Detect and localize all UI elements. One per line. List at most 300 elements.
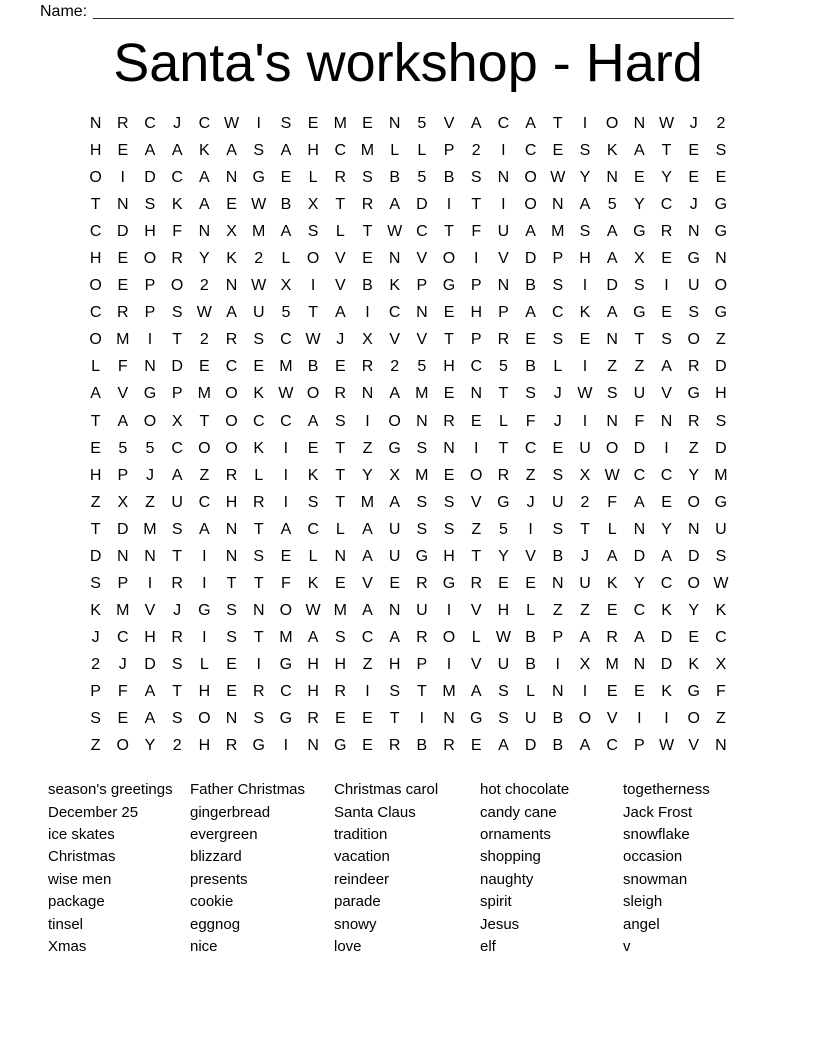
word-list-item: shopping	[480, 848, 541, 866]
grid-cell: E	[498, 574, 509, 592]
grid-cell: S	[144, 196, 156, 214]
grid-cell: C	[660, 196, 673, 214]
grid-cell: C	[171, 169, 183, 187]
grid-cell: A	[307, 412, 319, 430]
grid-cell: G	[442, 277, 456, 295]
grid-cell: A	[144, 142, 156, 160]
grid-cell: D	[633, 547, 646, 565]
grid-cell: Z	[634, 358, 645, 376]
grid-cell: D	[633, 439, 646, 457]
grid-cell: B	[307, 358, 319, 376]
grid-cell: R	[443, 737, 455, 755]
grid-cell: N	[443, 439, 455, 457]
grid-row	[82, 245, 735, 272]
grid-cell: G	[198, 601, 211, 619]
grid-cell: L	[471, 628, 481, 646]
grid-cell: Z	[90, 737, 101, 755]
word-list-item: Santa Claus	[334, 803, 416, 821]
grid-cell: I	[202, 628, 207, 646]
grid-cell: N	[388, 601, 401, 619]
grid-cell: P	[470, 331, 482, 349]
grid-cell: C	[416, 223, 428, 241]
grid-cell: P	[144, 304, 156, 322]
grid-cell: 2	[390, 358, 400, 376]
grid-cell: M	[551, 223, 565, 241]
grid-cell: M	[333, 601, 347, 619]
grid-cell: W	[387, 223, 403, 241]
grid-cell: E	[661, 250, 672, 268]
grid-cell: A	[226, 304, 237, 322]
grid-cell: K	[606, 142, 618, 160]
grid-cell: M	[279, 628, 293, 646]
grid-cell: W	[251, 196, 267, 214]
grid-cell: I	[283, 737, 289, 755]
grid-cell: T	[580, 520, 590, 538]
grid-cell: H	[579, 250, 591, 268]
grid-cell: J	[580, 547, 589, 565]
grid-cell: S	[253, 331, 265, 349]
grid-cell: C	[171, 439, 183, 457]
grid-cell: D	[117, 520, 129, 538]
grid-row	[82, 489, 735, 516]
grid-cell: J	[145, 466, 154, 484]
grid-cell: S	[498, 682, 509, 700]
grid-cell: H	[334, 655, 347, 673]
grid-cell: W	[495, 628, 511, 646]
grid-cell: D	[687, 547, 700, 565]
grid-cell: I	[256, 655, 261, 673]
grid-cell: T	[552, 115, 563, 132]
grid-cell: J	[118, 655, 127, 673]
grid-cell: I	[637, 710, 642, 728]
grid-cell: T	[253, 520, 264, 538]
grid-cell: E	[226, 196, 237, 214]
grid-cell: G	[687, 682, 700, 700]
grid-cell: Z	[199, 466, 210, 484]
grid-cell: I	[473, 439, 479, 457]
grid-cell: R	[307, 710, 319, 728]
grid-cell: M	[252, 223, 266, 241]
grid-cell: I	[446, 196, 452, 214]
grid-cell: T	[90, 196, 101, 214]
grid-row	[82, 705, 735, 732]
grid-cell: F	[117, 682, 128, 700]
grid-cell: S	[552, 331, 564, 349]
grid-cell: R	[225, 466, 238, 484]
grid-cell: O	[687, 710, 700, 728]
grid-cell: R	[606, 628, 618, 646]
grid-cell: 5	[417, 358, 427, 376]
word-list-item: parade	[334, 893, 381, 911]
grid-cell: G	[714, 196, 728, 214]
grid-cell: K	[389, 277, 400, 295]
grid-cell: N	[660, 412, 673, 430]
grid-cell: C	[524, 439, 537, 457]
grid-cell: C	[334, 142, 347, 160]
grid-cell: A	[389, 628, 400, 646]
grid-cell: Y	[661, 169, 672, 187]
grid-cell: N	[117, 196, 129, 214]
word-list-item: spirit	[480, 893, 512, 911]
grid-cell: B	[552, 737, 564, 755]
grid-cell: D	[660, 655, 673, 673]
grid-cell: V	[688, 737, 700, 755]
grid-cell: G	[334, 737, 347, 755]
grid-cell: T	[661, 142, 672, 160]
word-list-item: sleigh	[623, 893, 663, 911]
grid-cell: N	[144, 547, 156, 565]
grid-cell: V	[606, 710, 618, 728]
grid-cell: O	[143, 412, 157, 430]
grid-cell: G	[633, 304, 646, 322]
grid-cell: S	[606, 385, 618, 403]
grid-cell: Z	[552, 601, 563, 619]
grid-cell: N	[416, 304, 428, 322]
grid-cell: K	[606, 574, 618, 592]
grid-cell: G	[252, 169, 265, 187]
grid-cell: P	[443, 142, 455, 160]
grid-cell: S	[362, 169, 373, 187]
grid-cell: R	[416, 628, 428, 646]
grid-cell: K	[226, 250, 237, 268]
grid-cell: L	[335, 520, 345, 538]
grid-cell: P	[470, 277, 482, 295]
grid-cell: 5	[498, 358, 508, 376]
grid-cell: I	[555, 655, 560, 673]
grid-cell: K	[661, 601, 672, 619]
grid-row	[82, 651, 735, 678]
grid-cell: U	[579, 439, 591, 457]
grid-cell: D	[171, 358, 183, 376]
grid-cell: E	[688, 169, 700, 187]
word-list-column	[623, 779, 710, 958]
grid-cell: N	[225, 169, 238, 187]
grid-cell: A	[362, 520, 373, 538]
grid-cell: N	[715, 250, 727, 268]
grid-cell: S	[416, 520, 428, 538]
grid-cell: T	[253, 628, 264, 646]
grid-cell: O	[469, 466, 483, 484]
grid-cell: Z	[688, 439, 699, 457]
grid-cell: B	[416, 737, 428, 755]
grid-cell: T	[471, 196, 482, 214]
grid-cell: Y	[199, 250, 210, 268]
grid-row	[82, 408, 735, 435]
grid-row	[82, 110, 735, 137]
grid-cell: L	[199, 655, 209, 673]
grid-cell: V	[498, 250, 509, 268]
grid-cell: G	[714, 493, 728, 511]
grid-cell: I	[120, 169, 125, 187]
grid-cell: Z	[525, 466, 536, 484]
grid-cell: N	[633, 115, 646, 132]
grid-cell: S	[579, 142, 591, 160]
grid-cell: H	[89, 466, 102, 484]
grid-cell: R	[171, 250, 183, 268]
grid-cell: S	[552, 277, 564, 295]
grid-cell: X	[579, 655, 591, 673]
grid-cell: G	[714, 304, 728, 322]
grid-cell: E	[307, 439, 319, 457]
grid-cell: U	[633, 385, 646, 403]
grid-cell: T	[199, 412, 210, 430]
grid-cell: S	[253, 142, 265, 160]
word-list-item: package	[48, 893, 105, 911]
grid-cell: S	[307, 223, 319, 241]
word-list-item: nice	[190, 937, 218, 955]
grid-cell: L	[553, 358, 563, 376]
grid-cell: B	[362, 277, 373, 295]
word-list-item: Jack Frost	[623, 803, 693, 821]
grid-cell: W	[305, 601, 321, 619]
grid-cell: P	[171, 385, 183, 403]
grid-cell: R	[388, 737, 401, 755]
grid-cell: A	[362, 547, 373, 565]
grid-cell: G	[714, 223, 728, 241]
grid-cell: V	[389, 331, 400, 349]
grid-cell: T	[335, 439, 346, 457]
grid-cell: S	[634, 277, 645, 295]
grid-cell: A	[579, 737, 591, 755]
grid-cell: S	[171, 655, 183, 673]
grid-cell: J	[336, 331, 345, 349]
grid-cell: N	[225, 547, 238, 565]
grid-cell: T	[471, 547, 482, 565]
grid-cell: I	[202, 574, 207, 592]
grid-cell: A	[199, 169, 210, 187]
grid-cell: E	[525, 574, 536, 592]
grid-cell: A	[307, 628, 319, 646]
grid-cell: L	[308, 169, 318, 187]
grid-cell: N	[334, 547, 347, 565]
grid-cell: W	[223, 115, 240, 132]
word-list-column	[48, 779, 190, 958]
grid-row	[82, 678, 735, 705]
grid-cell: I	[664, 710, 669, 728]
grid-cell: N	[225, 520, 238, 538]
grid-cell: S	[715, 547, 727, 565]
grid-cell: K	[253, 385, 265, 403]
grid-cell: G	[469, 710, 483, 728]
grid-cell: R	[117, 115, 129, 132]
grid-cell: 5	[498, 520, 508, 538]
grid-cell: R	[361, 358, 374, 376]
grid-cell: C	[633, 601, 646, 619]
grid-cell: I	[256, 115, 261, 132]
grid-cell: Z	[716, 710, 726, 728]
grid-cell: P	[144, 277, 156, 295]
word-list-item: presents	[190, 870, 248, 888]
grid-cell: Z	[362, 439, 373, 457]
grid-cell: L	[526, 601, 536, 619]
grid-cell: N	[144, 358, 156, 376]
grid-cell: W	[713, 574, 729, 592]
grid-cell: X	[634, 250, 645, 268]
grid-cell: H	[715, 385, 727, 403]
grid-cell: W	[305, 331, 321, 349]
grid-cell: D	[715, 358, 727, 376]
grid-cell: M	[415, 385, 429, 403]
grid-cell: A	[498, 737, 509, 755]
grid-cell: V	[443, 115, 455, 132]
grid-row	[82, 597, 735, 624]
grid-cell: E	[307, 115, 319, 132]
word-list-item: gingerbread	[190, 803, 271, 821]
grid-cell: T	[634, 331, 645, 349]
grid-cell: P	[416, 277, 428, 295]
grid-cell: M	[116, 601, 130, 619]
grid-cell: E	[334, 358, 346, 376]
grid-row	[82, 380, 735, 407]
grid-cell: R	[443, 412, 455, 430]
grid-cell: O	[306, 250, 320, 268]
grid-row	[82, 137, 735, 164]
grid-row	[82, 353, 735, 380]
grid-cell: P	[498, 304, 509, 322]
grid-cell: L	[308, 547, 318, 565]
grid-cell: I	[365, 412, 370, 430]
grid-cell: S	[171, 520, 183, 538]
word-list-item: tradition	[334, 825, 388, 843]
grid-cell: P	[117, 574, 129, 592]
grid-cell: C	[198, 115, 211, 132]
grid-cell: A	[634, 628, 645, 646]
grid-cell: R	[660, 223, 673, 241]
grid-cell: M	[116, 331, 130, 349]
grid-cell: C	[524, 142, 537, 160]
grid-cell: T	[226, 574, 237, 592]
grid-cell: I	[283, 439, 289, 457]
grid-cell: Z	[580, 601, 590, 619]
grid-cell: G	[687, 250, 700, 268]
grid-cell: B	[280, 196, 292, 214]
grid-row	[82, 272, 735, 299]
grid-cell: I	[147, 331, 153, 349]
grid-cell: N	[388, 115, 401, 132]
grid-cell: H	[470, 304, 482, 322]
grid-cell: K	[688, 655, 700, 673]
grid-cell: B	[525, 628, 536, 646]
grid-cell: S	[715, 142, 727, 160]
word-list-item: naughty	[480, 870, 534, 888]
grid-cell: M	[197, 385, 211, 403]
grid-cell: L	[390, 142, 400, 160]
grid-cell: R	[252, 493, 265, 511]
grid-cell: H	[89, 250, 102, 268]
grid-cell: B	[389, 169, 400, 187]
grid-cell: B	[525, 655, 536, 673]
grid-cell: O	[524, 169, 537, 187]
grid-cell: O	[388, 412, 401, 430]
grid-cell: G	[252, 737, 265, 755]
grid-cell: T	[172, 682, 183, 700]
grid-cell: C	[497, 115, 510, 132]
grid-cell: I	[365, 304, 370, 322]
name-line: ________________________________________________________________________	[93, 3, 734, 20]
grid-cell: Y	[688, 601, 700, 619]
word-list-item: occasion	[623, 848, 683, 866]
grid-cell: A	[226, 142, 237, 160]
grid-cell: A	[362, 601, 373, 619]
grid-cell: L	[281, 250, 291, 268]
word-list-item: v	[623, 937, 631, 955]
grid-cell: Z	[607, 358, 618, 376]
grid-cell: W	[251, 277, 267, 295]
grid-cell: F	[172, 223, 183, 241]
grid-cell: X	[389, 466, 400, 484]
grid-cell: E	[661, 493, 672, 511]
grid-cell: C	[144, 115, 156, 132]
grid-cell: K	[307, 466, 319, 484]
grid-cell: S	[307, 493, 319, 511]
grid-cell: N	[606, 412, 618, 430]
grid-cell: O	[89, 331, 102, 349]
grid-cell: E	[688, 142, 700, 160]
grid-cell: P	[552, 250, 564, 268]
grid-cell: Y	[634, 196, 645, 214]
grid-cell: U	[497, 655, 510, 673]
grid-cell: I	[582, 115, 588, 132]
grid-cell: B	[443, 169, 455, 187]
grid-cell: A	[280, 520, 292, 538]
grid-cell: M	[605, 655, 619, 673]
grid-cell: A	[389, 196, 400, 214]
grid-cell: A	[661, 547, 672, 565]
grid-row	[82, 543, 735, 570]
grid-cell: J	[689, 196, 698, 214]
grid-cell: O	[442, 628, 456, 646]
word-list-item: elf	[480, 937, 496, 955]
grid-row	[82, 435, 735, 462]
grid-cell: R	[497, 466, 510, 484]
grid-cell: 2	[254, 250, 264, 268]
grid-cell: K	[661, 682, 672, 700]
grid-cell: E	[226, 655, 237, 673]
word-list-column	[190, 779, 334, 958]
grid-cell: O	[198, 439, 211, 457]
grid-cell: O	[605, 439, 619, 457]
grid-cell: E	[362, 115, 373, 132]
grid-cell: E	[552, 142, 564, 160]
grid-cell: S	[171, 710, 183, 728]
grid-cell: W	[577, 385, 593, 403]
grid-cell: B	[525, 277, 536, 295]
grid-cell: E	[280, 547, 292, 565]
grid-cell: V	[416, 331, 428, 349]
grid-cell: E	[226, 682, 237, 700]
grid-cell: N	[552, 574, 564, 592]
grid-cell: G	[279, 710, 293, 728]
grid-cell: J	[526, 493, 535, 511]
grid-cell: L	[254, 466, 264, 484]
grid-cell: M	[360, 142, 375, 160]
grid-cell: E	[389, 574, 400, 592]
grid-cell: N	[606, 169, 618, 187]
grid-cell: R	[171, 574, 183, 592]
grid-cell: C	[388, 304, 401, 322]
grid-cell: A	[470, 115, 482, 132]
grid-cell: A	[144, 682, 156, 700]
grid-cell: E	[525, 331, 536, 349]
grid-cell: V	[117, 385, 129, 403]
grid-cell: D	[660, 628, 673, 646]
grid-cell: T	[335, 466, 346, 484]
grid-cell: O	[687, 493, 700, 511]
grid-cell: A	[470, 682, 482, 700]
grid-cell: 5	[145, 439, 155, 457]
grid-cell: A	[389, 493, 400, 511]
word-list-item: angel	[623, 915, 660, 933]
